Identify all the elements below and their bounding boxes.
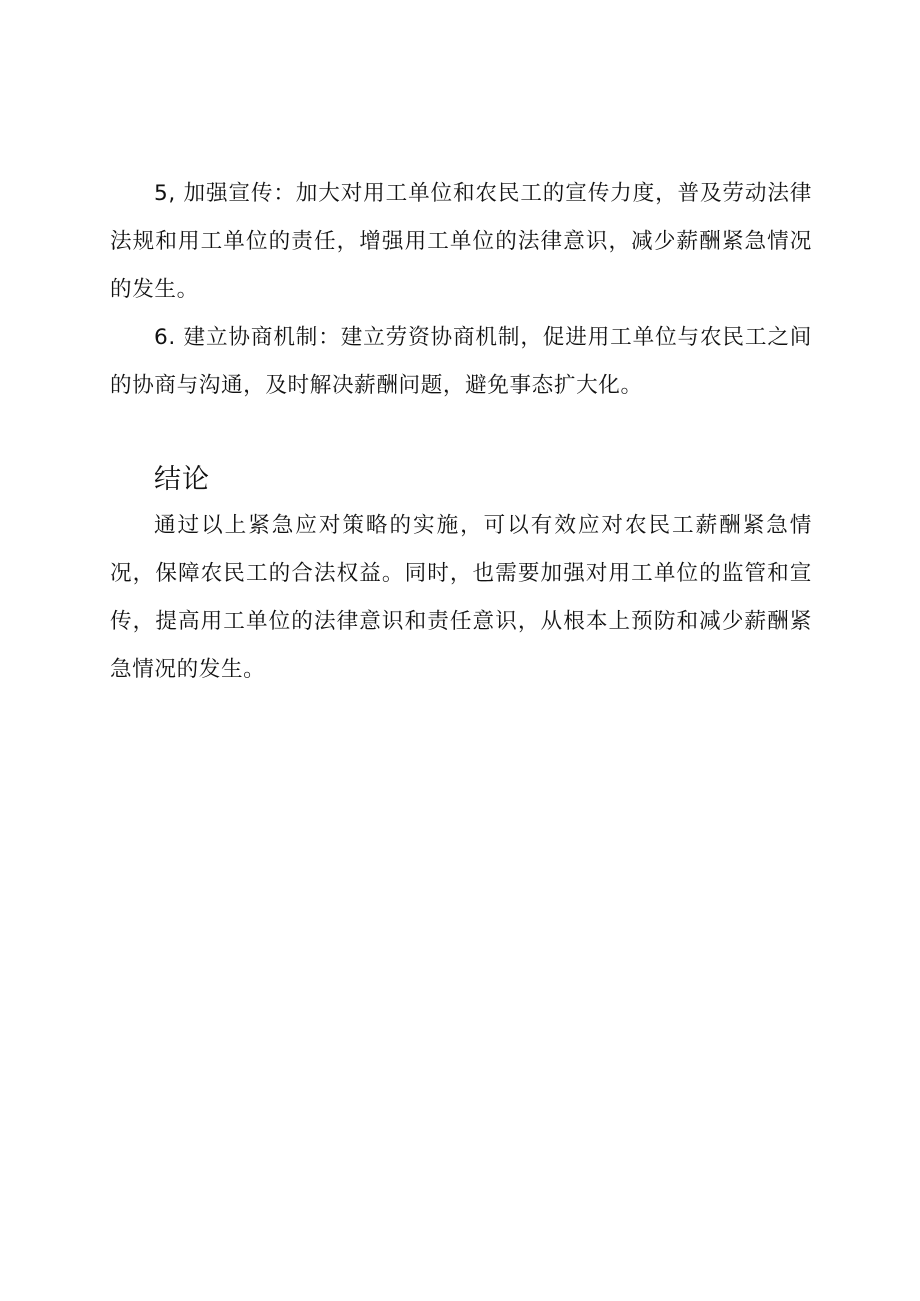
document-body: [110, 170, 812, 694]
list-item-5: 5, 加强宣传：加大对用工单位和农民工的宣传力度，普及劳动法律法规和用工单位的责任，增强用工单位的法律意识，减少薪酬紧急情况的发生。: [110, 181, 812, 302]
conclusion-paragraph: 通过以上紧急应对策略的实施，可以有效应对农民工薪酬紧急情况，保障农民工的合法权益。同时，也需要加强对用工单位的监管和宣传，提高用工单位的法律意识和责任意识，从根本上预防和减少薪酬紧急情况的发生。: [110, 513, 812, 682]
list-item-6: 6. 建立协商机制：建立劳资协商机制，促进用工单位与农民工之间的协商与沟通，及时解决薪酬问题，避免事态扩大化。: [110, 325, 812, 398]
section-heading-conclusion: 结论: [154, 464, 210, 495]
